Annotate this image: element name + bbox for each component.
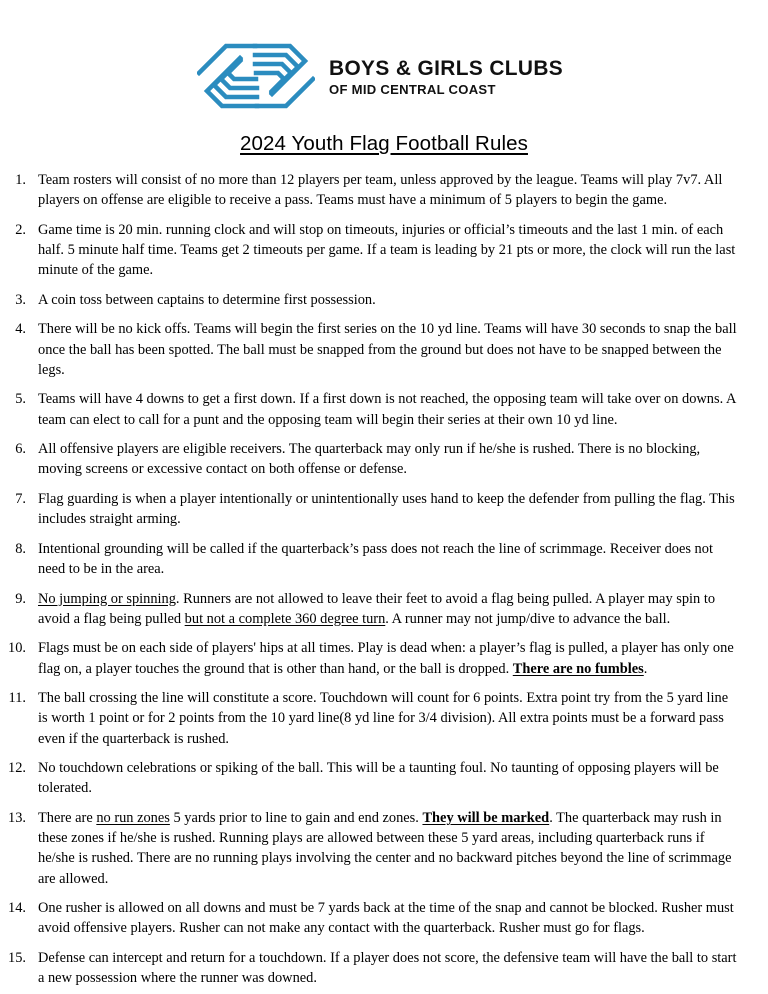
rule-text-span: Flags must be on each side of players' hips at all times. Play is dead when: a player’s flag is pulled, a player has only one flag on, a player touches the ground that is other than hand, or the ball is dropped. <box>38 640 734 677</box>
rule-text-emphasis: but not a complete 360 degree turn <box>184 610 386 627</box>
rule-item <box>0 539 740 579</box>
rule-text-span: Teams will have 4 downs to get a first down. If a first down is not reached, the opposing team will take over on downs. A team can elect to call for a punt and the opposing team will begin their series at their own 10 yd line. <box>38 391 736 428</box>
rule-item <box>0 589 740 629</box>
rule-number: 5. <box>15 391 26 408</box>
rule-text-span: No touchdown celebrations or spiking of the ball. This will be a taunting foul. No taunting of opposing players will be tolerated. <box>38 760 719 797</box>
rule-item <box>0 389 740 429</box>
rule-item <box>0 170 740 210</box>
rule-text <box>38 319 740 379</box>
rule-number: 7. <box>15 491 26 508</box>
rule-text <box>38 688 740 748</box>
rule-number: 13. <box>8 810 26 827</box>
rule-text <box>38 389 740 429</box>
rule-text <box>38 170 740 210</box>
rule-text-emphasis: They will be marked <box>422 810 550 827</box>
rule-text <box>38 589 740 629</box>
rule-text-span: Flag guarding is when a player intentionally or unintentionally uses hand to keep the defender from pulling the flag. This includes straight arming. <box>38 491 735 528</box>
rule-text <box>38 489 740 529</box>
rule-text-span: . Runners are not allowed to leave their feet to avoid a flag being pulled. A player may spin to avoid a flag being pulled <box>38 590 716 627</box>
rule-text-span: One rusher is allowed on all downs and must be 7 yards back at the time of the snap and cannot be blocked. Rusher must avoid offensive players. Rusher can not make any contact with the quarterback. Rusher must go for flags. <box>38 900 734 937</box>
rule-text <box>38 439 740 479</box>
rule-text-span: There will be no kick offs. Teams will begin the first series on the 10 yd line. Teams will have 30 seconds to snap the ball once the ball has been spotted. The ball must be snapped from the ground but does not have to be snapped between the legs. <box>38 321 737 378</box>
rule-number: 2. <box>15 221 26 238</box>
rule-text-emphasis: No jumping or spinning <box>38 590 176 607</box>
rule-number: 8. <box>15 540 26 557</box>
rule-text-emphasis: There are no fumbles <box>512 660 644 677</box>
rule-item <box>0 898 740 938</box>
rule-item <box>0 808 740 889</box>
rule-item <box>0 758 740 798</box>
rule-number: 10. <box>8 640 26 657</box>
rule-number: 11. <box>8 690 26 707</box>
rule-text <box>38 808 740 889</box>
rule-number: 1. <box>15 172 26 188</box>
rule-item <box>0 319 740 379</box>
wordmark-primary: BOYS & GIRLS CLUBS <box>329 56 564 81</box>
rule-text-span: A coin toss between captains to determine first possession. <box>38 291 376 308</box>
rule-text-span: . <box>643 660 648 677</box>
page-title-text: 2024 Youth Flag Football Rules <box>240 132 528 155</box>
document-header <box>0 0 768 116</box>
rule-text-span: . A runner may not jump/dive to advance the ball. <box>385 610 671 627</box>
rule-text-span: Defense can intercept and return for a touchdown. If a player does not score, the defensive team will have the ball to start a new possession where the runner was downed. <box>38 950 737 987</box>
rule-text-span: Intentional grounding will be called if the quarterback’s pass does not reach the line of scrimmage. Receiver does not need to be in the area. <box>38 540 713 577</box>
rule-text-emphasis: no run zones <box>96 810 170 827</box>
rule-item <box>0 688 740 748</box>
page-title <box>0 132 768 156</box>
rule-item <box>0 638 740 678</box>
rule-text <box>38 638 740 678</box>
rule-item <box>0 290 740 310</box>
rule-text <box>38 220 740 280</box>
rule-text-span: The ball crossing the line will constitute a score. Touchdown will count for 6 points. Extra point try from the 5 yard line is worth 1 point or for 2 points from the 10 yard line(8 yd line for 3/4 division). All extra points must be a forward pass even if the quarterback is rushed. <box>38 690 729 747</box>
rules-list <box>0 170 768 988</box>
rule-number: 4. <box>15 321 26 338</box>
rule-text <box>38 758 740 798</box>
rule-item <box>0 220 740 280</box>
wordmark <box>329 56 570 96</box>
rule-text-span: 5 yards prior to line to gain and end zones. <box>169 810 423 827</box>
rule-text-span: There are <box>38 810 97 827</box>
rule-text-span: . The quarterback may rush in these zones if he/she is rushed. Running plays are allowed between these 5 yard areas, including quarterback runs if he/she is rushed. There are no running plays involving the center and no backward pitches beyond the line of scrimmage are allowed. <box>38 810 732 887</box>
rule-text <box>38 539 740 579</box>
rule-text-span: Team rosters will consist of no more than 12 players per team, unless approved by the league. Teams will play 7v7. All players on offense are eligible to receive a pass. Teams must have a minimum of 5 players to begin the game. <box>38 172 723 209</box>
wordmark-secondary: OF MID CENTRAL COAST <box>329 81 497 97</box>
rule-number: 9. <box>15 590 26 607</box>
rule-text <box>38 948 740 988</box>
rule-text-span: Game time is 20 min. running clock and will stop on timeouts, injuries or official’s timeouts and the last 1 min. of each half. 5 minute half time. Teams get 2 timeouts per game. If a team is leading by 21 pts or more, the clock will run the last minute of the game. <box>38 221 736 279</box>
boys-and-girls-clubs-hands-logo <box>197 40 315 112</box>
rule-item <box>0 439 740 479</box>
rule-number: 3. <box>15 291 26 308</box>
rule-item <box>0 948 740 988</box>
rule-text <box>38 898 740 938</box>
rule-number: 14. <box>8 900 26 917</box>
rule-text <box>38 290 740 310</box>
rule-text-span: All offensive players are eligible receivers. The quarterback may only run if he/she is rushed. There is no blocking, moving screens or excessive contact on both offense or defense. <box>38 441 701 478</box>
rule-number: 12. <box>8 760 26 777</box>
rule-number: 6. <box>15 441 26 458</box>
rule-number: 15. <box>8 950 26 966</box>
rule-item <box>0 489 740 529</box>
